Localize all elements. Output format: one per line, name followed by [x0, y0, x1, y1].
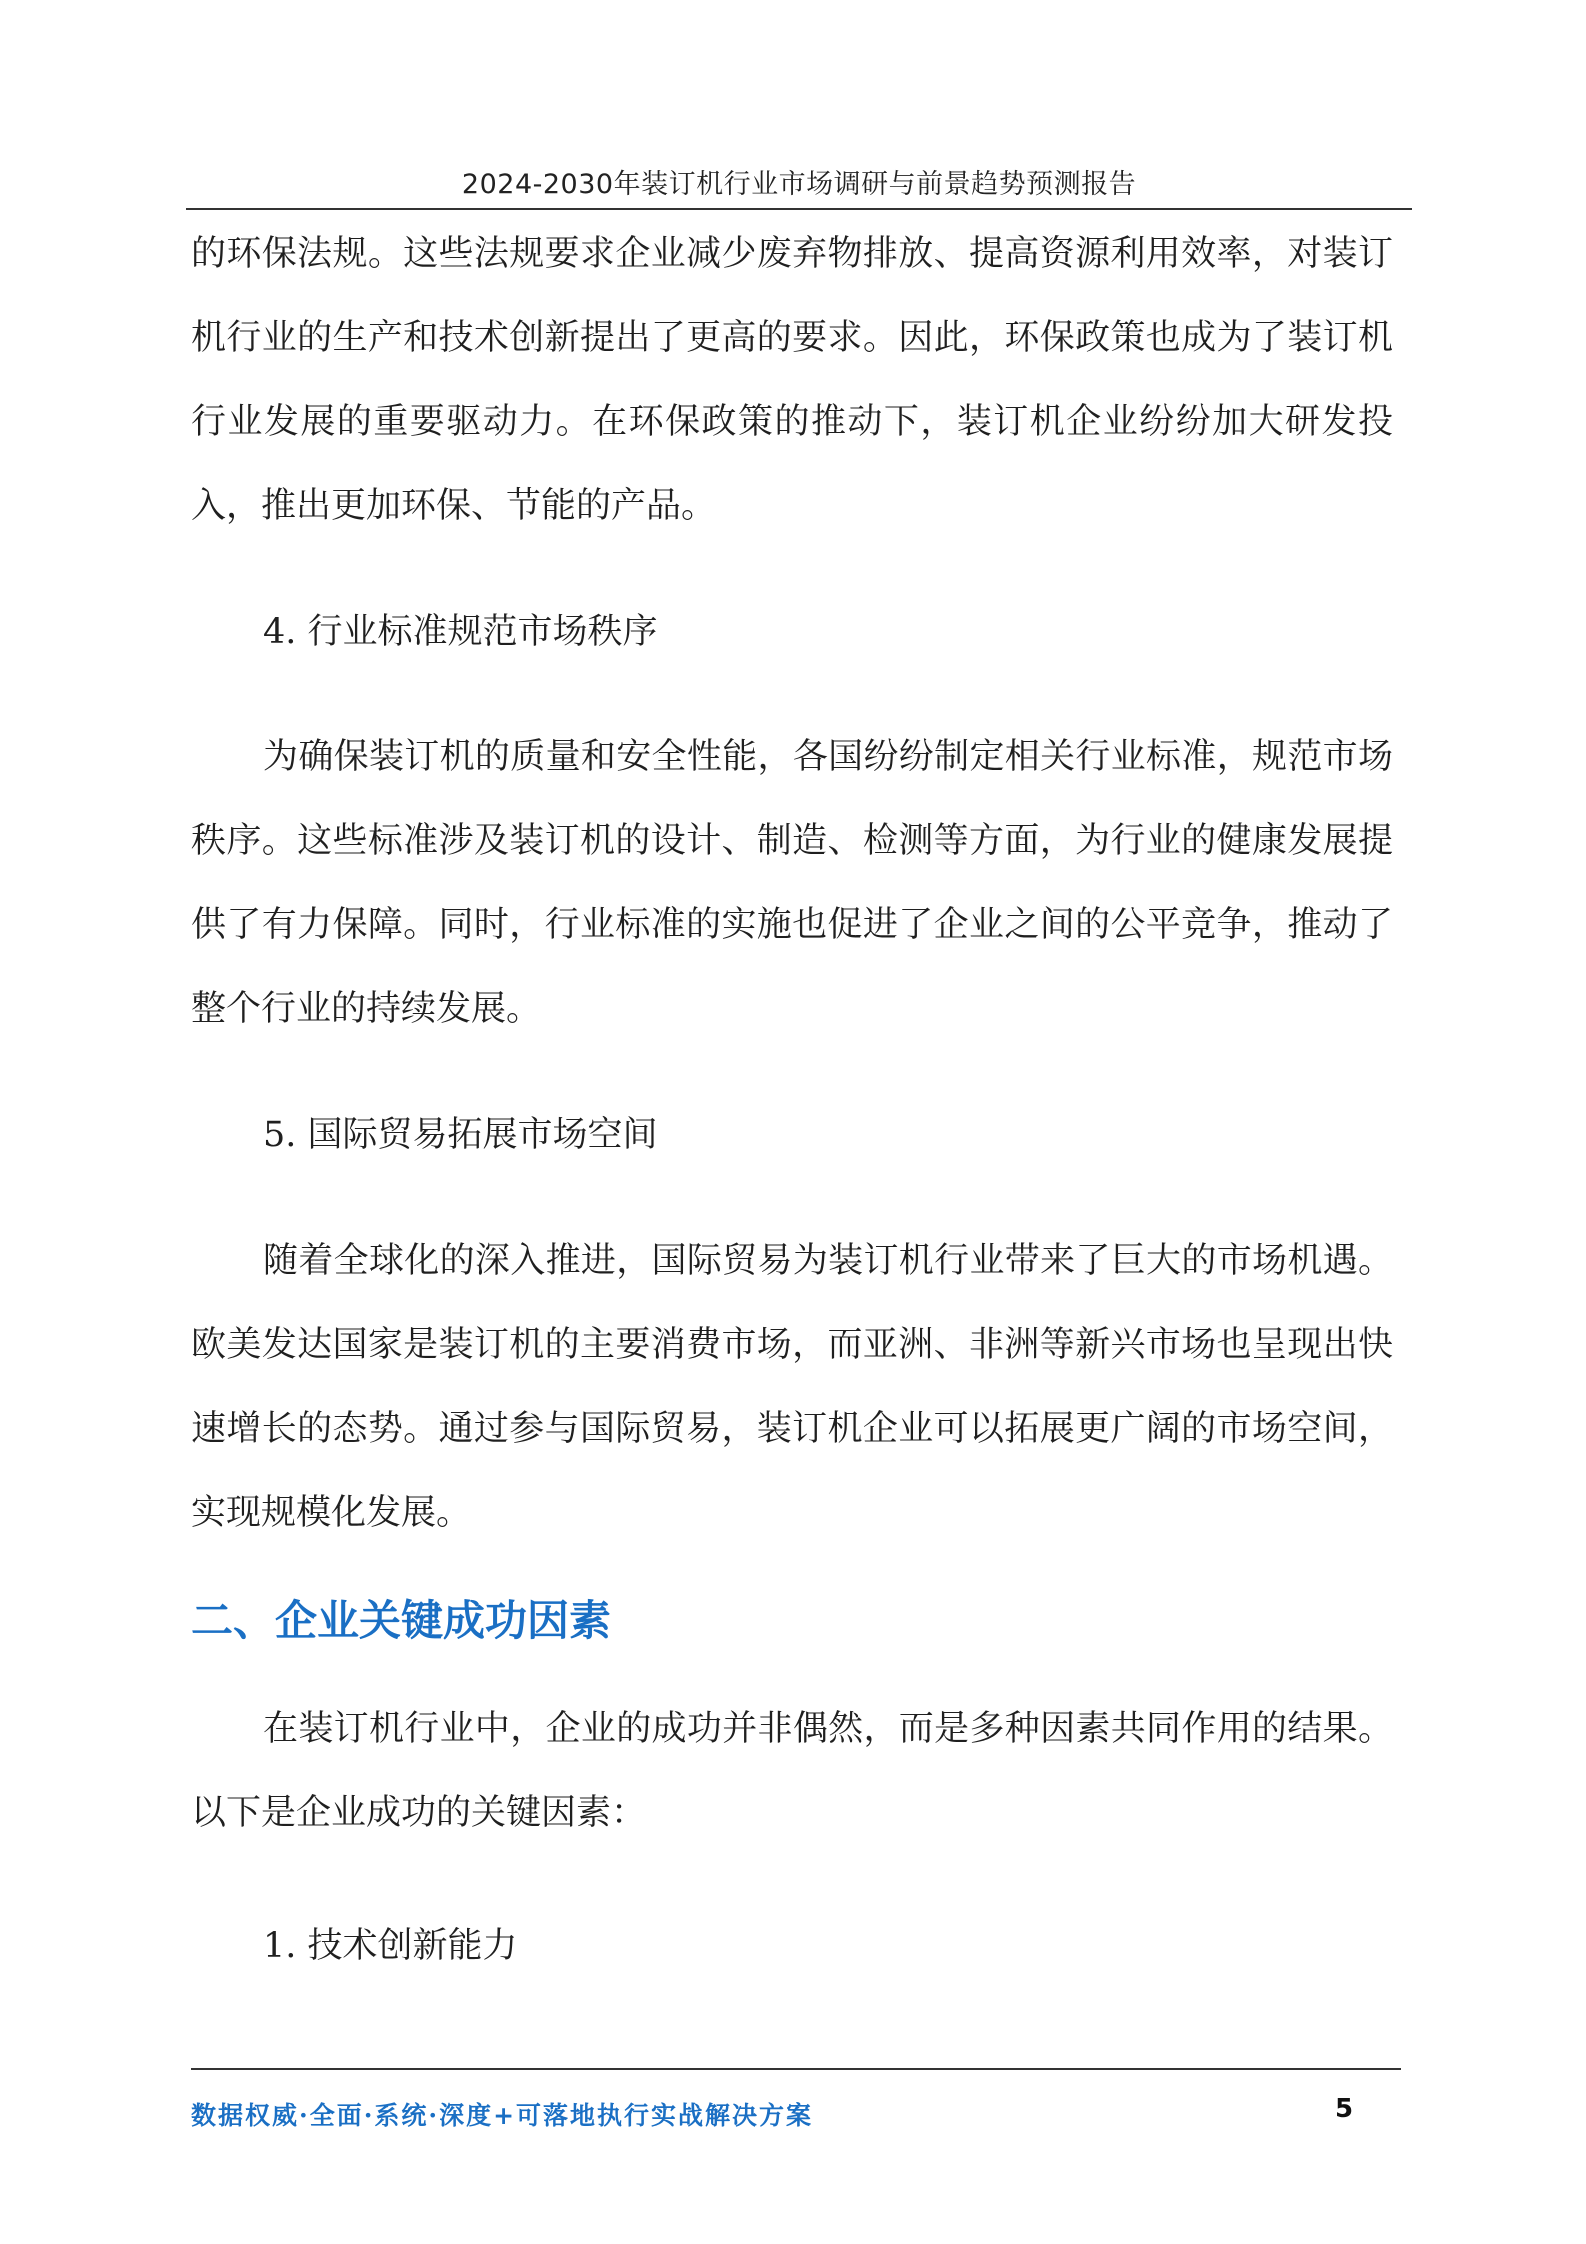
- list-heading-technical-innovation: 1. 技术创新能力: [263, 1926, 518, 1966]
- header-divider: [186, 208, 1412, 210]
- paragraph-environmental-policy: 的环保法规。这些法规要求企业减少废弃物排放、提高资源利用效率，对装订机行业的生产和技术创新提出了更高的要求。因此，环保政策也成为了装订机行业发展的重要驱动力。在环保政策的推动下，装订机企业纷纷加大研发投入，推出更加环保、节能的产品。: [191, 234, 1393, 526]
- paragraph-industry-standards: 为确保装订机的质量和安全性能，各国纷纷制定相关行业标准，规范市场秩序。这些标准涉及装订机的设计、制造、检测等方面，为行业的健康发展提供了有力保障。同时，行业标准的实施也促进了企业之间的公平竞争，推动了整个行业的持续发展。: [191, 737, 1393, 1029]
- footer-slogan: 数据权威·全面·系统·深度+可落地执行实战解决方案: [191, 2101, 814, 2130]
- running-header-title: 2024-2030年装订机行业市场调研与前景趋势预测报告: [461, 169, 1137, 200]
- paragraph-international-trade: 随着全球化的深入推进，国际贸易为装订机行业带来了巨大的市场机遇。欧美发达国家是装订机的主要消费市场，而亚洲、非洲等新兴市场也呈现出快速增长的态势。通过参与国际贸易，装订机企业可以拓展更广阔的市场空间，实现规模化发展。: [191, 1241, 1393, 1533]
- list-heading-industry-standards: 4. 行业标准规范市场秩序: [263, 612, 658, 652]
- list-heading-international-trade: 5. 国际贸易拓展市场空间: [263, 1115, 658, 1155]
- section-heading-key-success-factors: 二、企业关键成功因素: [191, 1596, 612, 1645]
- paragraph-success-factors-intro: 在装订机行业中，企业的成功并非偶然，而是多种因素共同作用的结果。以下是企业成功的关键因素：: [191, 1709, 1393, 1833]
- page-number: 5: [1335, 2094, 1354, 2124]
- footer-divider: [191, 2068, 1401, 2070]
